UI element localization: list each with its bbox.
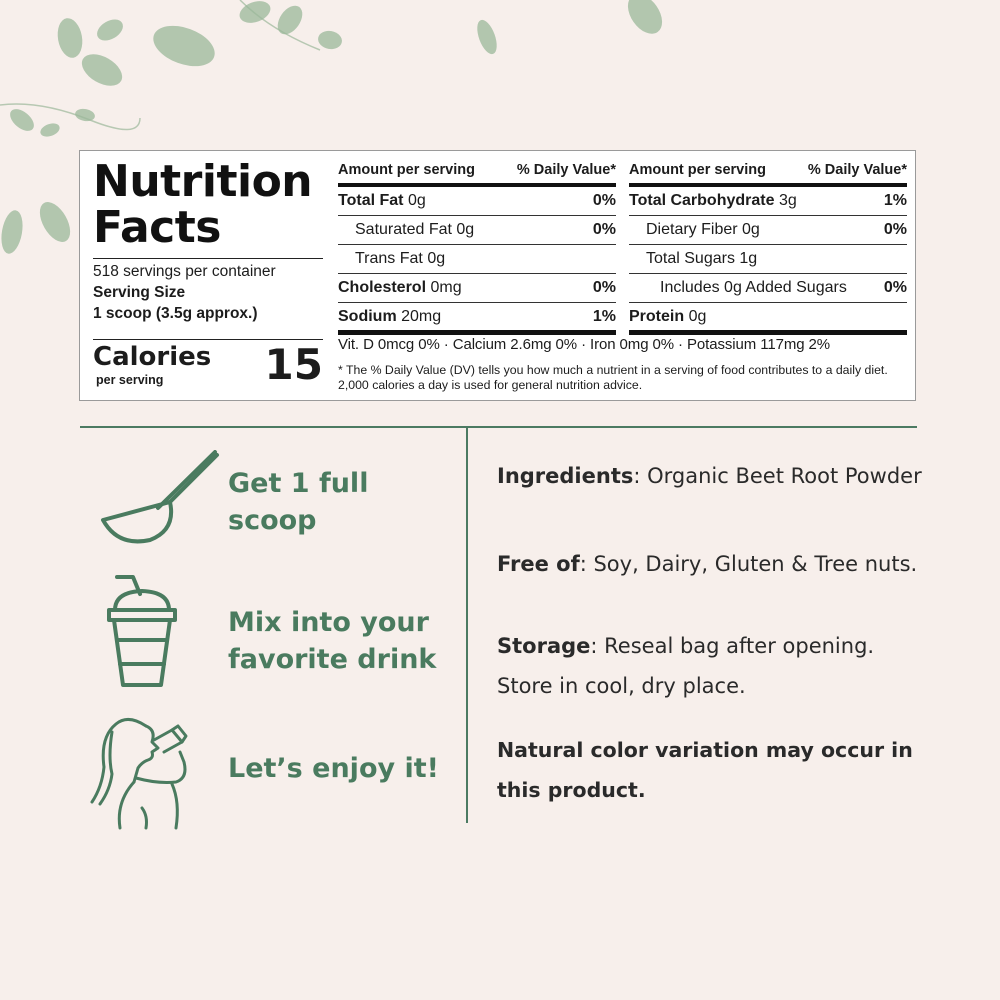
nutrient-amount: 0g Added Sugars [724, 279, 847, 296]
variation-line1: Natural color variation may occur in [497, 738, 913, 762]
nutrient-dv: 0% [883, 221, 907, 238]
nutrition-header [93, 156, 323, 323]
drink-cup-icon [105, 574, 180, 689]
step1-line2: scoop [228, 505, 317, 536]
per-serving-label: per serving [96, 373, 164, 387]
nutrient-amount: 0g [456, 221, 475, 238]
ingredients-value: : Organic Beet Root Powder [633, 464, 922, 488]
storage-value: : Reseal bag after opening. [590, 634, 875, 658]
free-of-value: : Soy, Dairy, Gluten & Tree nuts. [579, 552, 918, 576]
nutrient-amount: 1g [739, 250, 758, 267]
nutrient-dv: 0% [883, 279, 907, 296]
nutrient-name: Saturated Fat [355, 221, 452, 238]
nutrient-dv: 0% [592, 221, 616, 238]
nutrient-column-right [629, 157, 907, 335]
storage-block [497, 626, 874, 706]
nutrient-dv: 1% [592, 307, 616, 325]
variation-line2: this product. [497, 778, 646, 802]
calories-value: 15 [264, 340, 323, 389]
horizontal-divider [80, 426, 917, 428]
nutrition-title-line2: Facts [93, 202, 221, 253]
vertical-divider [466, 427, 468, 823]
scoop-icon [98, 450, 223, 550]
nutrient-amount: 0g [742, 221, 760, 238]
ingredients-label: Ingredients [497, 464, 634, 488]
nutrient-amount: 20mg [401, 307, 442, 325]
calories-row [93, 339, 323, 392]
nutrient-name: Total Fat [338, 192, 404, 209]
step1-text [228, 465, 368, 539]
nutrient-amount: 0g [688, 307, 707, 325]
nutrition-facts-panel [79, 150, 916, 401]
nutrient-row [629, 303, 907, 335]
nutrient-row [338, 187, 616, 216]
amount-per-serving-header: Amount per serving [629, 162, 766, 178]
nutrient-row [338, 274, 616, 303]
column-header [338, 157, 616, 187]
nutrient-amount: 0mg [430, 279, 462, 296]
nutrient-row [338, 245, 616, 274]
servings-per-container: 518 servings per container [93, 258, 323, 281]
daily-value-footnote: * The % Daily Value (DV) tells you how much a nutrient in a serving of food contributes to a daily diet. 2,000 calories a day is used for general nutrition advice. [338, 363, 888, 392]
step3-text: Let’s enjoy it! [228, 753, 439, 784]
nutrient-column-left [338, 157, 616, 335]
storage-label: Storage [497, 634, 591, 658]
nutrient-name: Includes [660, 279, 720, 296]
serving-size-value: 1 scoop (3.5g approx.) [93, 305, 258, 322]
step2-line1: Mix into your [228, 607, 429, 638]
nutrient-dv: 0% [592, 279, 616, 296]
serving-size-label: Serving Size [93, 284, 186, 301]
nutrient-amount: 3g [778, 192, 797, 209]
nutrient-row [338, 303, 616, 335]
amount-per-serving-header: Amount per serving [338, 162, 475, 178]
nutrient-amount: 0g [407, 192, 426, 209]
step1-line1: Get 1 full [228, 468, 369, 499]
nutrient-name: Dietary Fiber [646, 221, 738, 238]
person-drinking-icon [88, 712, 220, 830]
ingredients-line [497, 456, 922, 496]
nutrient-row [629, 187, 907, 216]
nutrient-name: Cholesterol [338, 279, 427, 296]
nutrient-name: Trans Fat [355, 250, 423, 267]
nutrient-row [629, 274, 907, 303]
nutrient-dv: 0% [592, 192, 616, 209]
calories-label: Calories [93, 342, 212, 372]
variation-note [497, 730, 913, 810]
free-of-label: Free of [497, 552, 580, 576]
daily-value-header: % Daily Value* [516, 162, 616, 178]
nutrient-row [629, 245, 907, 274]
nutrient-row [338, 216, 616, 245]
storage-line2: Store in cool, dry place. [497, 674, 746, 698]
nutrient-name: Sodium [338, 307, 397, 325]
nutrient-amount: 0g [427, 250, 446, 267]
nutrient-dv: 1% [883, 192, 907, 209]
vitamins-minerals: Vit. D 0mcg 0% · Calcium 2.6mg 0% · Iron 0mg 0% · Potassium 117mg 2% [338, 336, 831, 353]
step2-line2: favorite drink [228, 644, 437, 675]
step2-text [228, 604, 436, 678]
nutrient-name: Total Carbohydrate [629, 192, 775, 209]
nutrient-name: Protein [629, 307, 685, 325]
free-of-line [497, 544, 917, 584]
nutrient-row [629, 216, 907, 245]
daily-value-header: % Daily Value* [807, 162, 907, 178]
nutrient-name: Total Sugars [646, 250, 735, 267]
nutrition-title-line1: Nutrition [93, 156, 313, 207]
column-header [629, 157, 907, 187]
